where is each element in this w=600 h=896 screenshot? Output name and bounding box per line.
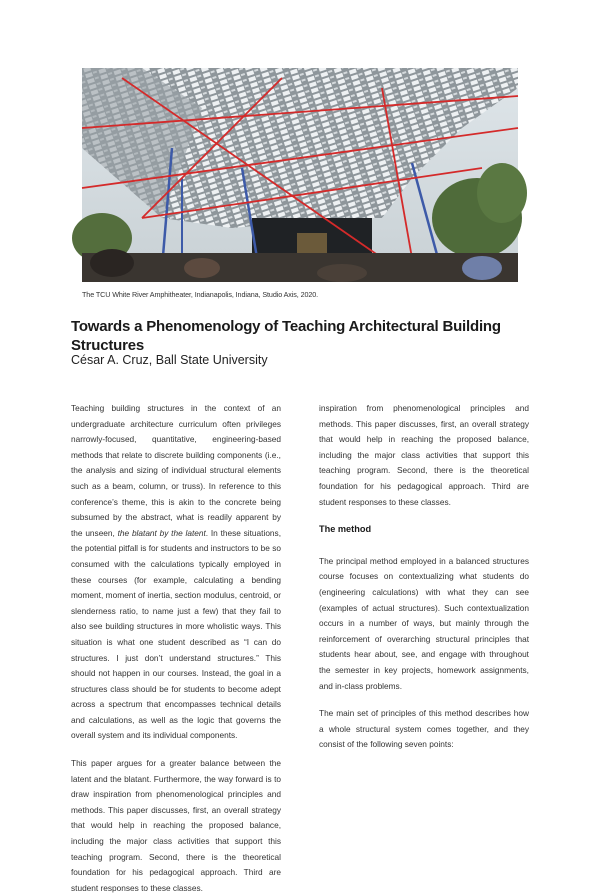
- paragraph-argument: This paper argues for a greater balance between the latent and the blatant. Furthermore, the way forward is to draw inspiration from phenomenological principles and methods. This paper discusses, first, an overall strategy that would help in reaching the proposed balance, including the major class activities that support this teaching program. Second, there is the theoretical foundation for his pedagogical approach. Third are student responses to these classes.: [71, 758, 281, 893]
- emphasis-phrase: the blatant by the latent: [117, 527, 206, 538]
- paragraph-method: The principal method employed in a balanced structures course focuses on contextualizing what students do (engineering calculations) with what they can see (examples of actual structures). Such contextualization occurs in a number of ways, but mainly through the reinforcement of overarching structural principles that students hear about, see, and engage with throughout the semester in key projects, homework assignments, and in-class problems.: [319, 555, 529, 691]
- body-column-right: [319, 401, 529, 765]
- author-byline: César A. Cruz, Ball State University: [71, 353, 268, 367]
- section-heading: The method: [319, 524, 372, 535]
- article-title: Towards a Phenomenology of Teaching Architectural Building Structures: [71, 318, 501, 354]
- figure-caption: The TCU White River Amphitheater, Indianapolis, Indiana, Studio Axis, 2020.: [82, 290, 319, 299]
- paragraph-intro: Teaching building structures in the context of an undergraduate architecture curriculum often privileges narrowly-focused, quantitative, engineering-based methods that relate to discrete building components (i.e., the analysis and sizing of individual structural elements such as a beam, column, or truss). In reference to this conference’s theme, this is akin to the concrete being subsumed by the abstract, what is readily apparent by the unseen, the blatant by the latent. In these situations, the potential pitfall is for students and instructors to be so consumed with the calculations typically employed in these courses (for example, calculating a bending moment, moment of inertia, section modulus, centroid, or slenderness ratio, to name just a few) that they fail to also see building structures in more wholistic ways. This situation is what one student described as “I can do structures. I just don’t understand structures.” This should not happen in our courses. Instead, the goal in a structures class should be for students to become adept across a spectrum that encompasses technical details and calculations, as well as the logic that governs the overall system and its individual components.: [71, 403, 281, 741]
- amphitheater-photo: [82, 68, 518, 282]
- paragraph-principles: The main set of principles of this method describes how a whole structural system comes together, and they consist of the following seven points:: [319, 708, 529, 750]
- body-column-left: [71, 401, 281, 893]
- paragraph-argument-tail: inspiration from phenomenological principles and methods. This paper discusses, first, an overall strategy that would help in reaching the proposed balance, including the major class activities that support this teaching program. Second, there is the theoretical foundation for his pedagogical approach. Third are student responses to these classes.: [319, 403, 529, 507]
